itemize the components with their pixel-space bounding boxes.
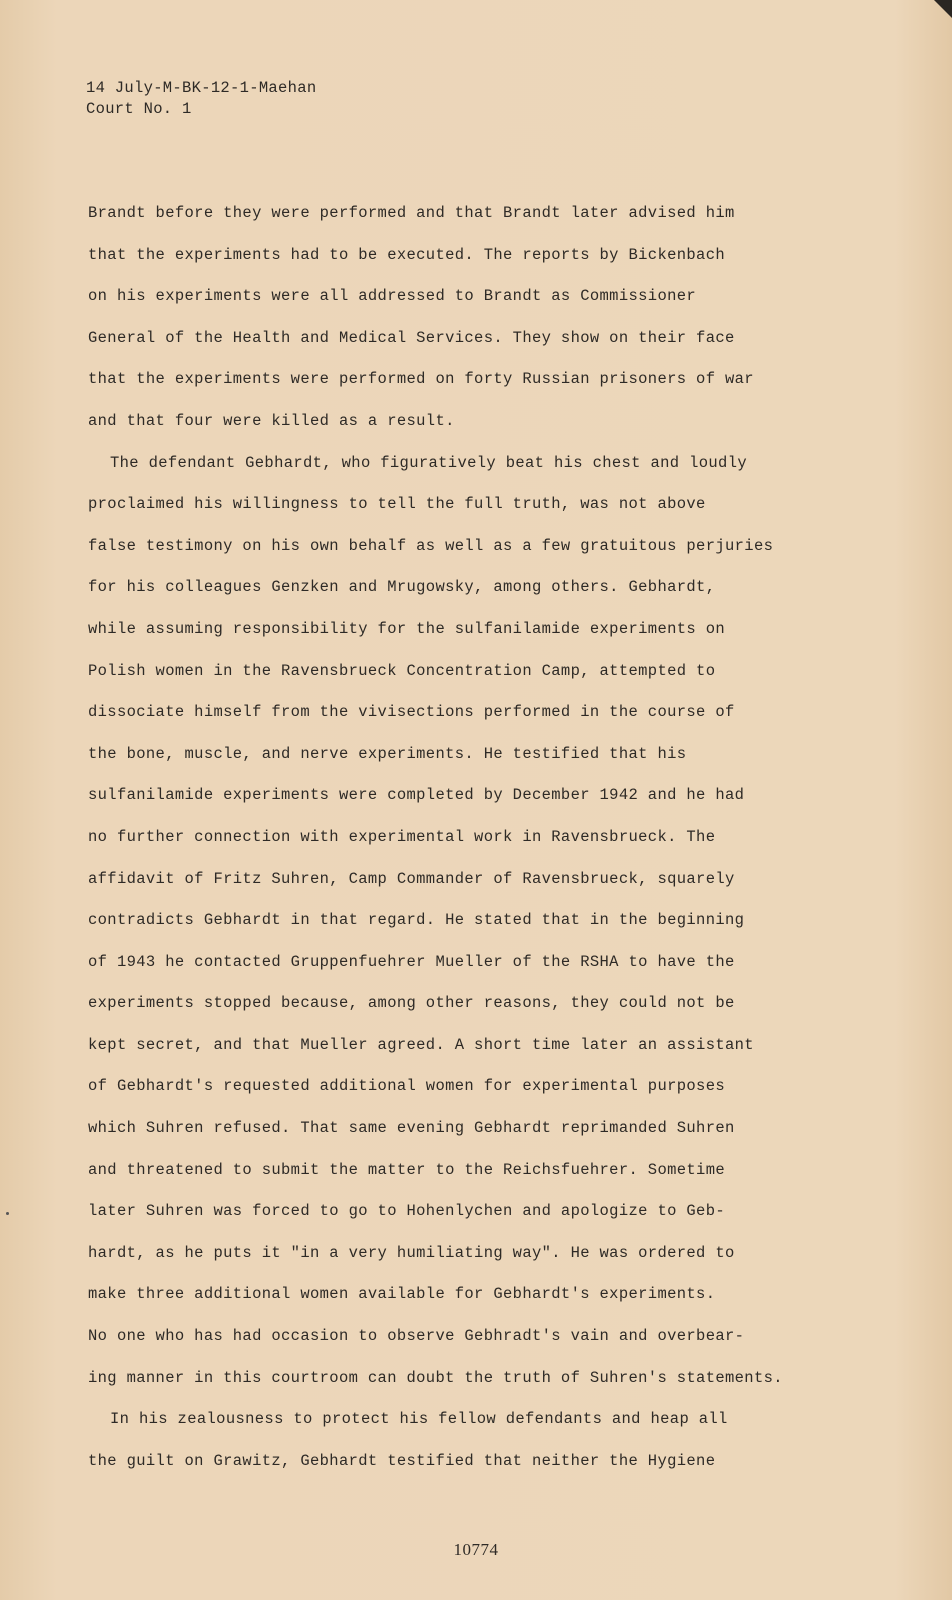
margin-mark [6, 1212, 9, 1215]
page-corner-mark [934, 0, 952, 18]
text-line: and that four were killed as a result. [88, 411, 455, 430]
text-line: In his zealousness to protect his fellow defendants and heap all [110, 1410, 728, 1429]
text-line: of Gebhardt's requested additional women for experimental purposes [88, 1077, 725, 1096]
text-line: sulfanilamide experiments were completed by December 1942 and he had [88, 786, 745, 805]
text-line: The defendant Gebhardt, who figuratively beat his chest and loudly [110, 453, 747, 472]
text-line: that the experiments were performed on forty Russian prisoners of war [88, 370, 754, 389]
text-line: ing manner in this courtroom can doubt the truth of Suhren's statements. [88, 1368, 783, 1387]
text-line: for his colleagues Genzken and Mrugowsky, among others. Gebhardt, [88, 578, 716, 597]
document-body [88, 193, 848, 1482]
text-line: General of the Health and Medical Services. They show on their face [88, 328, 735, 347]
text-line: kept secret, and that Mueller agreed. A short time later an assistant [88, 1035, 754, 1054]
text-line: later Suhren was forced to go to Hohenlychen and apologize to Geb- [88, 1202, 725, 1221]
page-number: 10774 [453, 1540, 499, 1559]
text-line: while assuming responsibility for the sulfanilamide experiments on [88, 619, 725, 638]
text-line: No one who has had occasion to observe Gebhradt's vain and overbear- [88, 1327, 745, 1346]
text-line: on his experiments were all addressed to Brandt as Commissioner [88, 287, 697, 306]
text-line: the guilt on Grawitz, Gebhardt testified that neither the Hygiene [88, 1451, 716, 1470]
text-line: which Suhren refused. That same evening Gebhardt reprimanded Suhren [88, 1119, 735, 1138]
text-line: Polish women in the Ravensbrueck Concentration Camp, attempted to [88, 661, 716, 680]
header-court: Court No. 1 [86, 100, 192, 118]
text-line: no further connection with experimental work in Ravensbrueck. The [88, 827, 716, 846]
text-line: contradicts Gebhardt in that regard. He stated that in the beginning [88, 911, 745, 930]
text-line: and threatened to submit the matter to the Reichsfuehrer. Sometime [88, 1160, 725, 1179]
text-line: dissociate himself from the vivisections performed in the course of [88, 703, 735, 722]
text-line: the bone, muscle, and nerve experiments. He testified that his [88, 744, 687, 763]
text-line: false testimony on his own behalf as well as a few gratuitous perjuries [88, 536, 774, 555]
text-line: Brandt before they were performed and that Brandt later advised him [88, 204, 735, 222]
text-line: proclaimed his willingness to tell the full truth, was not above [88, 495, 706, 514]
text-line: affidavit of Fritz Suhren, Camp Commander of Ravensbrueck, squarely [88, 869, 735, 888]
document-header [86, 78, 316, 120]
header-reference: 14 July-M-BK-12-1-Maehan [86, 79, 317, 97]
text-line: of 1943 he contacted Gruppenfuehrer Mueller of the RSHA to have the [88, 952, 735, 971]
text-line: make three additional women available for Gebhardt's experiments. [88, 1285, 716, 1304]
text-line: experiments stopped because, among other reasons, they could not be [88, 994, 735, 1013]
text-line: that the experiments had to be executed. The reports by Bickenbach [88, 245, 725, 264]
text-line: hardt, as he puts it "in a very humiliating way". He was ordered to [88, 1243, 735, 1262]
